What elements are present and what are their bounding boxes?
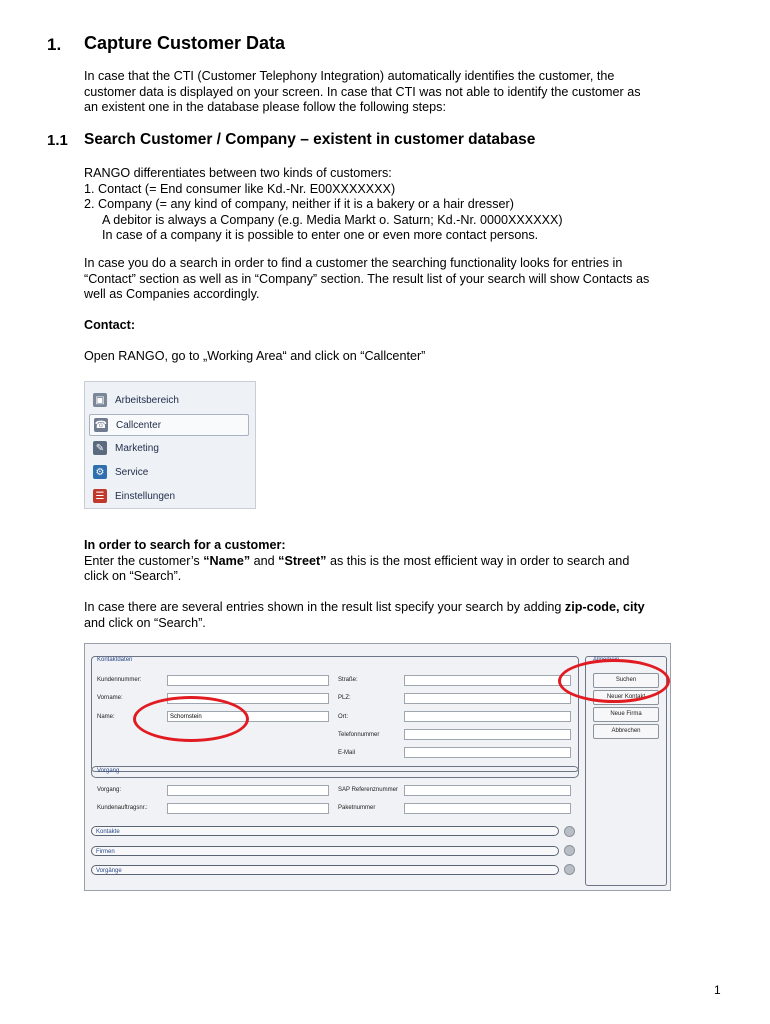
menu-item-label: Einstellungen bbox=[115, 490, 176, 502]
search-line: well as Companies accordingly. bbox=[84, 287, 260, 301]
enter-and: and bbox=[250, 553, 279, 568]
subsection-title: Search Customer / Company – existent in customer database bbox=[84, 131, 536, 148]
navigation-menu-screenshot bbox=[84, 381, 256, 509]
intro-line: customer data is displayed on your screen. In case that CTI was not able to identify the customer as bbox=[84, 84, 641, 99]
menu-item-label: Callcenter bbox=[116, 419, 162, 431]
contact-heading: Contact: bbox=[84, 318, 136, 332]
kinds-line: RANGO differentiates between two kinds of customers: bbox=[84, 166, 392, 180]
search-line: “Contact” section as well as in “Company” section. The result list of your search will show Contacts as bbox=[84, 271, 650, 286]
menu-item-service[interactable] bbox=[89, 462, 247, 482]
page-number: 1 bbox=[714, 983, 721, 997]
field-label: Kundenauftragsnr.: bbox=[97, 805, 148, 811]
actions-group-title: Allgemein bbox=[593, 657, 620, 663]
field-label: Vorgang: bbox=[97, 787, 122, 793]
arbeitsbereich-icon: ▣ bbox=[93, 393, 107, 407]
field-label: E-Mail bbox=[338, 750, 356, 756]
kinds-line: 2. Company (= any kind of company, neither if it is a bakery or a hair dresser) bbox=[84, 197, 514, 211]
order-heading: In order to search for a customer: bbox=[84, 538, 286, 552]
vorgang-group-title: Vorgang bbox=[97, 768, 120, 774]
field-label: SAP Referenznummer bbox=[338, 787, 398, 793]
search-button-highlight bbox=[558, 659, 670, 703]
expand-contacts-icon[interactable] bbox=[564, 826, 575, 837]
customer-kinds bbox=[84, 166, 734, 244]
enter-name: “Name” bbox=[203, 553, 251, 568]
enter-line bbox=[84, 554, 734, 570]
menu-item-arbeitsbereich[interactable] bbox=[89, 390, 247, 410]
zip-code-input[interactable] bbox=[404, 693, 571, 704]
vorgaenge-results-bar[interactable]: Vorgänge bbox=[91, 865, 559, 875]
open-instruction: Open RANGO, go to „Working Area“ and click on “Callcenter” bbox=[84, 349, 426, 363]
kinds-line-indented: A debitor is always a Company (e.g. Media Markt o. Saturn; Kd.-Nr. 0000XXXXXX) bbox=[102, 212, 563, 227]
field-label: Kundennummer: bbox=[97, 677, 142, 683]
field-label: Telefonnummer bbox=[338, 732, 380, 738]
callcenter-icon: ☎ bbox=[94, 419, 108, 431]
vorgang-groupbox bbox=[91, 766, 579, 778]
companies-results-bar[interactable]: Firmen bbox=[91, 846, 559, 856]
search-button[interactable]: Suchen bbox=[593, 673, 659, 688]
enter-post: as this is the most efficient way in order to search and bbox=[326, 553, 630, 568]
expand-vorgaenge-icon[interactable] bbox=[564, 864, 575, 875]
several-bold: zip-code, city bbox=[564, 600, 645, 614]
intro-line: In case that the CTI (Customer Telephony Integration) automatically identifies the customer, the bbox=[84, 69, 615, 83]
several-line bbox=[84, 600, 734, 616]
service-icon: ⚙ bbox=[93, 465, 107, 479]
contact-group-title: Kontaktdaten bbox=[97, 657, 133, 663]
customer-search-form-screenshot bbox=[84, 643, 671, 891]
field-label: Ort: bbox=[338, 714, 348, 720]
kinds-line: 1. Contact (= End consumer like Kd.-Nr. E00XXXXXXX) bbox=[84, 181, 396, 196]
search-line: In case you do a search in order to find a customer the searching functionality looks for entries in bbox=[84, 256, 623, 270]
field-label: Paketnummer bbox=[338, 805, 376, 811]
parcel-number-input[interactable] bbox=[404, 803, 571, 814]
enter-street: “Street” bbox=[278, 553, 327, 568]
email-input[interactable] bbox=[404, 747, 571, 758]
search-paragraph bbox=[84, 256, 734, 303]
section-title: Capture Customer Data bbox=[84, 33, 286, 53]
cancel-button[interactable]: Abbrechen bbox=[593, 724, 659, 739]
field-label: Vorname: bbox=[97, 695, 123, 701]
contacts-results-bar[interactable]: Kontakte bbox=[91, 826, 559, 836]
field-label: Name: bbox=[97, 714, 115, 720]
search-instructions bbox=[84, 538, 734, 585]
field-label: Straße: bbox=[338, 677, 358, 683]
city-input[interactable] bbox=[404, 711, 571, 722]
kinds-line-indented: In case of a company it is possible to enter one or even more contact persons. bbox=[102, 228, 539, 242]
intro-line: an existent one in the database please follow the following steps: bbox=[84, 100, 446, 114]
vorgang-input[interactable] bbox=[167, 785, 329, 796]
several-line-2: and click on “Search”. bbox=[84, 615, 206, 630]
name-input[interactable]: Schornstein bbox=[167, 711, 329, 722]
menu-item-einstellungen[interactable] bbox=[89, 486, 247, 506]
intro-paragraph bbox=[84, 69, 734, 116]
field-label: PLZ: bbox=[338, 695, 351, 701]
subsection-number: 1.1 bbox=[47, 132, 68, 149]
several-entries-paragraph bbox=[84, 600, 734, 631]
street-input[interactable] bbox=[404, 675, 571, 686]
sap-reference-input[interactable] bbox=[404, 785, 571, 796]
menu-item-callcenter[interactable] bbox=[89, 414, 249, 436]
enter-pre: Enter the customer’s bbox=[84, 553, 204, 568]
menu-item-label: Service bbox=[115, 466, 149, 478]
new-contact-button[interactable]: Neuer Kontakt bbox=[593, 690, 659, 705]
order-number-input[interactable] bbox=[167, 803, 329, 814]
menu-item-marketing[interactable] bbox=[89, 438, 247, 458]
menu-item-label: Marketing bbox=[115, 442, 159, 454]
new-company-button[interactable]: Neue Firma bbox=[593, 707, 659, 722]
einstellungen-icon: ☰ bbox=[93, 489, 107, 503]
several-pre: In case there are several entries shown in the result list specify your search by adding bbox=[84, 600, 565, 614]
enter-line-2: click on “Search”. bbox=[84, 569, 182, 583]
customer-number-input[interactable] bbox=[167, 675, 329, 686]
name-field-highlight bbox=[133, 696, 249, 742]
section-number: 1. bbox=[47, 35, 62, 54]
expand-companies-icon[interactable] bbox=[564, 845, 575, 856]
marketing-icon: ✎ bbox=[93, 441, 107, 455]
menu-item-label: Arbeitsbereich bbox=[115, 394, 179, 406]
phone-input[interactable] bbox=[404, 729, 571, 740]
